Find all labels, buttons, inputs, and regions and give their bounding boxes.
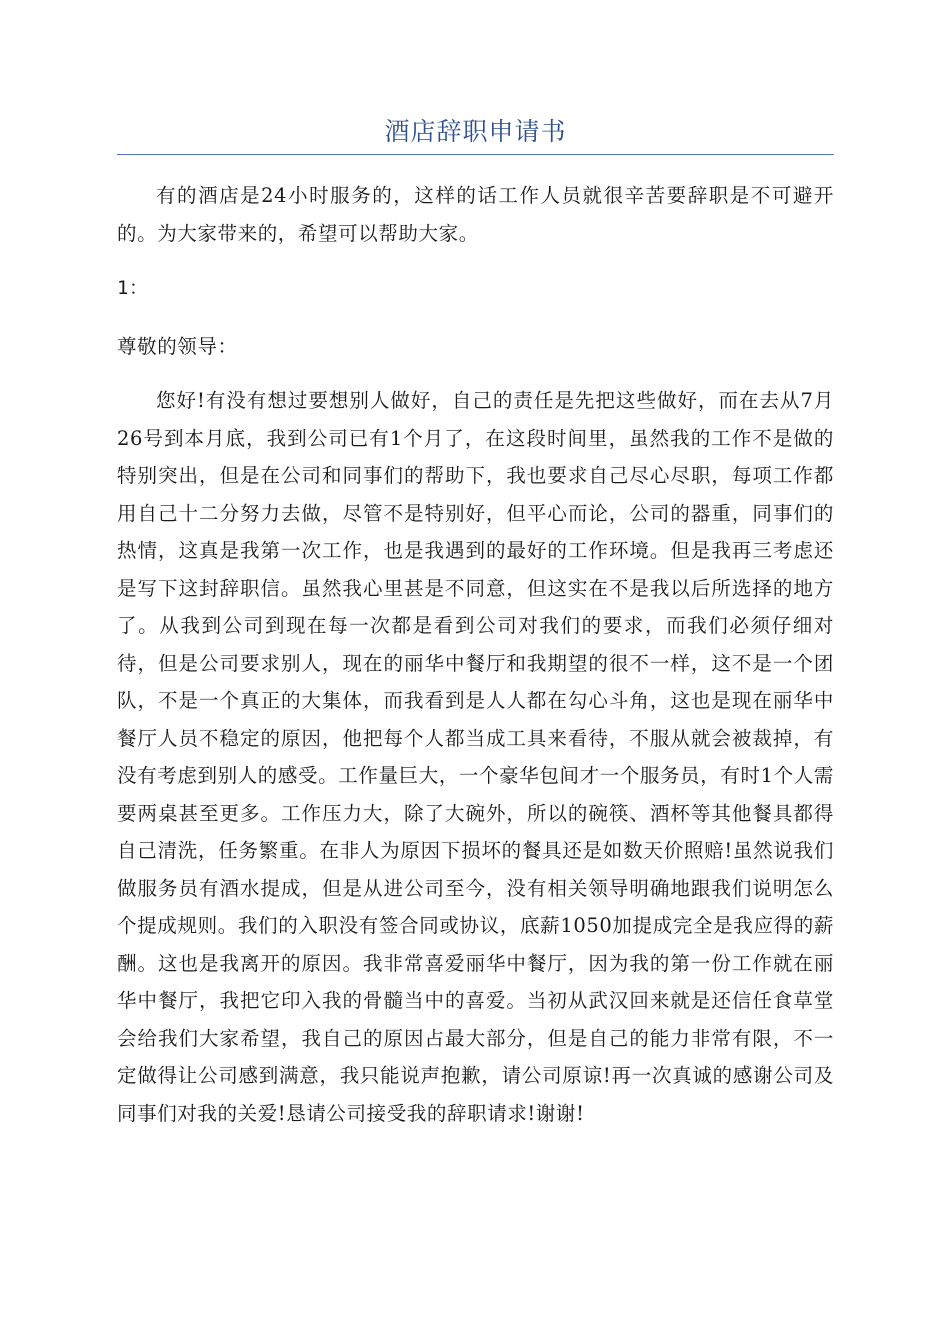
document-title: 酒店辞职申请书 [384, 117, 567, 146]
salutation: 尊敬的领导： [117, 334, 238, 358]
section-number: 1： [117, 277, 149, 299]
document-page [117, 112, 834, 1132]
intro-paragraph: 有的酒店是24小时服务的，这样的话工作人员就很辛苦要辞职是不可避开的。为大家带来的，希望可以帮助大家。 [117, 184, 834, 245]
title-underline [117, 154, 834, 155]
letter-body: 您好!有没有想过要想别人做好，自己的责任是先把这些做好，而在去从7月26号到本月底，我到公司已有1个月了，在这段时间里，虽然我的工作不是做的特别突出，但是在公司和同事们的帮助下，我也要求自己尽心尽职，每项工作都用自己十二分努力去做，尽管不是特别好，但平心而论，公司的器重，同事们的热情，这真是我第一次工作，也是我遇到的最好的工作环境。但是我再三考虑还是写下这封辞职信。虽然我心里甚是不同意，但这实在不是我以后所选择的地方了。从我到公司到现在每一次都是看到公司对我们的要求，而我们必须仔细对待，但是公司要求别人，现在的丽华中餐厅和我期望的很不一样，这不是一个团队，不是一个真正的大集体，而我看到是人人都在勾心斗角，这也是现在丽华中餐厅人员不稳定的原因，他把每个人都当成工具来看待，不服从就会被裁掉，有没有考虑到别人的感受。工作量巨大，一个豪华包间才一个服务员，有时1个人需要两桌甚至更多。工作压力大，除了大碗外，所以的碗筷、酒杯等其他餐具都得自己清洗，任务繁重。在非人为原因下损坏的餐具还是如数天价照赔!虽然说我们做服务员有酒水提成，但是从进公司至今，没有相关领导明确地跟我们说明怎么个提成规则。我们的入职没有签合同或协议，底薪1050加提成完全是我应得的薪酬。这也是我离开的原因。我非常喜爱丽华中餐厅，因为我的第一份工作就在丽华中餐厅，我把它印入我的骨髓当中的喜爱。当初从武汉回来就是还信任食草堂会给我们大家希望，我自己的原因占最大部分，但是自己的能力非常有限，不一定做得让公司感到满意，我只能说声抱歉，请公司原谅!再一次真诚的感谢公司及同事们对我的关爱!恳请公司接受我的辞职请求!谢谢! [117, 389, 834, 1125]
